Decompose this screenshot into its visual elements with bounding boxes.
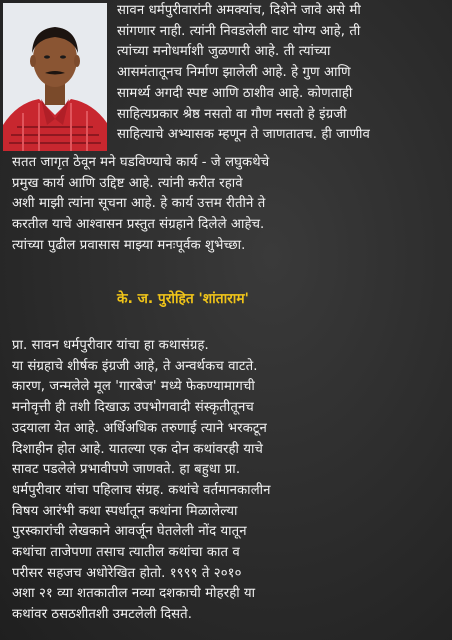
text-line: दिशाहीन होत आहे. यातल्या एक दोन कथांवरही याचे [12,441,263,457]
text-line: आसमंतातूनच निर्माण झालेली आहे. हे गुण आणि [117,65,351,81]
text-line: सावट पडलेले प्रभावीपणे जाणवते. हा बहुधा प्रा. [12,462,241,478]
text-line: साहित्यप्रकार श्रेष्ठ नसतो वा गौण नसतो हे इंग्रजी [117,106,347,122]
signature-line: के. ज. पुरोहित 'शांताराम' [117,291,249,307]
text-line: सावन धर्मपुरीवारांनी अमक्यांच, दिशेने जावे असे मी [117,3,361,18]
text-line: कारण, जन्मलेले मूल 'गारबेज' मध्ये फेकण्यामागची [12,379,255,395]
text-line: अशी माझी त्यांना सूचना आहे. हे कार्य उत्तम रीतीने ते [12,196,266,212]
text-line: त्यांच्या मनोधर्माशी जुळणारी आहे. ती त्यांच्या [117,44,331,60]
text-line: करतील याचे आश्वासन प्रस्तुत संग्रहाने दिलेले आहेच. [12,217,265,233]
text-line: पुरस्कारांची लेखकाने आवर्जून घेतलेली नोंद यातून [12,524,247,540]
author-photo [3,3,107,151]
text-line: उदयाला येत आहे. अर्धिअधिक तरुणाई त्याने भरकटून [12,420,267,436]
text-line: प्रमुख कार्य आणि उद्दिष्ट आहे. त्यांनी करीत रहावे [12,175,243,191]
intro-paragraph-bottom [12,153,269,257]
text-line: साहित्याचे अभ्यासक म्हणून ते जाणतातच. ही जाणीव [117,127,370,143]
intro-paragraph-top [117,1,370,146]
text-line: कथांवर ठसठशीतशी उमटलेली दिसते. [12,607,193,623]
text-line: या संग्रहाचे शीर्षक इंग्रजी आहे, ते अन्वर्थकच वाटते. [12,358,258,374]
text-line: विषय आरंभी कथा स्पर्धातून कथांना मिळालेल्या [12,503,238,519]
text-line: प्रा. सावन धर्मपुरीवार यांचा हा कथासंग्रह. [12,338,209,353]
text-line: सांगणार नाही. त्यांनी निवडलेली वाट योग्य आहे, ती [117,23,361,39]
text-line: त्यांच्या पुढील प्रवासास माझ्या मनःपूर्वक शुभेच्छा. [12,237,246,253]
text-line: परीसर सहजच अधोरेखित होतो. १९९९ ते २०१० [12,565,242,581]
text-line: अशा २१ व्या शतकातील नव्या दशकाची मोहरही या [12,586,256,602]
review-paragraph [12,336,271,626]
text-line: सामर्थ्य अगदी स्पष्ट आणि ठाशीव आहे. कोणताही [117,85,353,101]
text-line: सतत जागृत ठेवून मने घडविण्याचे कार्य - जे लघुकथेचे [12,155,270,170]
author-portrait-image [3,3,107,151]
text-line: मनोवृत्ती ही तशी दिखाऊ उपभोगवादी संस्कृतीतूनच [12,400,254,416]
text-line: कथांचा ताजेपणा तसाच त्यातील कथांचा कात व [12,545,240,561]
text-line: धर्मपुरीवार यांचा पहिलाच संग्रह. कथांचे वर्तमानकालीन [12,482,271,498]
